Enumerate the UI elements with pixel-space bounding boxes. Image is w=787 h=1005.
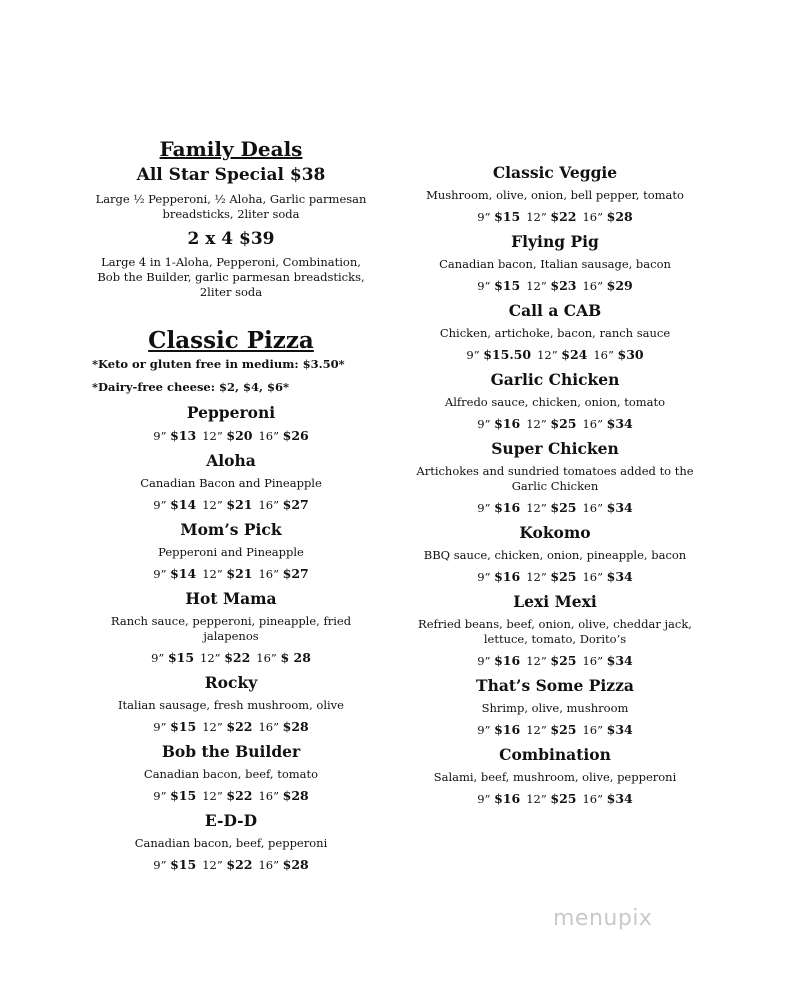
size-label: 9” [477,654,491,668]
price-value: $15 [494,209,521,224]
dairy-free-note: *Dairy-free cheese: $2, $4, $6* [92,380,290,395]
price-row [410,416,700,432]
price-row [410,209,700,225]
price-value: $21 [226,497,253,513]
size-label: 12” [526,210,547,224]
price-option [153,429,196,443]
price-option [477,210,520,224]
pizza-item [92,811,370,873]
pizza-description: Canadian Bacon and Pineapple [140,476,322,491]
price-value: $16 [494,722,521,737]
size-label: 12” [202,789,223,804]
price-option [202,858,252,872]
size-label: 9” [153,567,167,582]
price-option [153,567,196,581]
pizza-item [410,370,700,432]
price-value: $13 [170,428,197,444]
price-row [410,347,700,363]
price-row [92,788,370,804]
price-row [92,719,370,735]
size-label: 9” [151,651,165,666]
left-pizza-list [92,403,370,873]
family-deals-title: Family Deals [159,137,303,161]
pizza-item [410,163,700,225]
price-value: $15 [494,278,521,293]
price-option [526,792,576,806]
price-option [593,348,643,362]
price-value: $14 [170,497,197,513]
size-label: 9” [477,570,491,584]
price-option [526,417,576,431]
price-option [582,210,632,224]
size-label: 16” [258,567,279,582]
pizza-item [410,592,700,669]
price-value: $16 [494,500,521,515]
price-value: $15 [170,788,197,804]
price-value: $34 [606,500,633,515]
price-option [202,720,252,734]
pizza-name: Kokomo [519,523,591,542]
price-row [410,569,700,585]
price-row [92,857,370,873]
price-value: $22 [224,650,251,666]
pizza-item [92,520,370,582]
pizza-name: Hot Mama [185,589,277,609]
size-label: 16” [582,570,603,584]
price-value: $22 [226,719,253,735]
pizza-description: Chicken, artichoke, bacon, ranch sauce [439,326,671,340]
price-option [258,498,308,512]
right-column [410,163,700,814]
price-value: $25 [550,569,577,584]
size-label: 16” [258,858,279,873]
price-value: $22 [226,788,253,804]
pizza-description: BBQ sauce, chicken, onion, pineapple, bacon [423,548,687,562]
pizza-description: Artichokes and sundried tomatoes added to the Garlic Chicken [416,464,694,493]
size-label: 12” [526,417,547,431]
size-label: 9” [477,792,491,806]
price-option [202,567,252,581]
price-row [410,500,700,516]
price-value: $22 [226,857,253,873]
price-value: $15 [167,650,195,666]
pizza-item [92,589,370,666]
price-option [258,789,308,803]
size-label: 12” [202,429,223,444]
size-label: 9” [477,723,491,737]
price-value: $34 [606,653,633,668]
pizza-description: Ranch sauce, pepperoni, pineapple, fried jalapenos [110,614,352,644]
price-value: $34 [606,569,633,584]
price-option [526,654,576,668]
price-value: $34 [606,791,633,806]
pizza-name: Mom’s Pick [180,520,282,540]
price-value: $20 [226,428,253,444]
price-value: $26 [282,428,309,444]
size-label: 9” [477,210,491,224]
deal-item [92,166,370,222]
size-label: 9” [477,501,491,515]
size-label: 9” [153,498,167,513]
pizza-name: Garlic Chicken [490,370,620,389]
size-label: 12” [202,720,223,735]
pizza-description: Mushroom, olive, onion, bell pepper, tomato [426,188,684,202]
deal-title: All Star Special $38 [136,165,326,185]
pizza-name: That’s Some Pizza [476,676,634,695]
price-option [582,570,632,584]
price-option [477,723,520,737]
price-row [410,653,700,669]
price-option [200,651,250,665]
pizza-item [92,451,370,513]
price-option [153,789,196,803]
price-row [92,428,370,444]
price-option [477,279,520,293]
pizza-name: Bob the Builder [161,742,301,762]
size-label: 9” [477,417,491,431]
price-value: $16 [494,416,521,431]
price-option [258,858,308,872]
price-value: $27 [282,566,309,582]
price-value: $24 [561,347,588,362]
watermark: menupix [553,906,653,931]
price-row [92,497,370,513]
size-label: 16” [582,210,603,224]
price-option [582,792,632,806]
pizza-name: Combination [499,745,611,764]
price-value: $30 [617,347,644,362]
pizza-name: Aloha [206,451,256,471]
price-option [477,654,520,668]
price-value: $25 [550,416,577,431]
right-pizza-list [410,163,700,807]
size-label: 9” [466,348,480,362]
size-label: 12” [526,792,547,806]
keto-note: *Keto or gluten free in medium: $3.50* [92,357,345,372]
price-option [477,570,520,584]
price-option [477,501,520,515]
price-option [537,348,587,362]
pizza-description: Canadian bacon, beef, tomato [143,767,319,782]
size-label: 16” [256,651,277,666]
size-label: 12” [537,348,558,362]
price-value: $16 [494,791,521,806]
pizza-description: Salami, beef, mushroom, olive, pepperoni [433,770,677,784]
price-value: $28 [282,857,309,873]
price-option [477,792,520,806]
price-value: $34 [606,416,633,431]
price-row [92,566,370,582]
size-label: 16” [582,723,603,737]
size-label: 16” [258,789,279,804]
size-label: 12” [526,723,547,737]
price-value: $28 [606,209,633,224]
pizza-item [92,403,370,444]
pizza-description: Shrimp, olive, mushroom [481,701,629,715]
price-row [410,722,700,738]
size-label: 12” [200,651,221,666]
pizza-description: Canadian bacon, Italian sausage, bacon [439,257,671,271]
size-label: 9” [477,279,491,293]
pizza-item [92,673,370,735]
price-value: $23 [550,278,577,293]
deal-title: 2 x 4 $39 [187,228,275,249]
pizza-item [410,676,700,738]
price-option [477,417,520,431]
price-value: $ 28 [280,650,311,666]
size-label: 16” [258,429,279,444]
pizza-description: Alfredo sauce, chicken, onion, tomato [444,395,666,409]
price-value: $29 [606,278,633,293]
price-option [202,429,252,443]
size-label: 12” [202,567,223,582]
left-column [92,138,370,880]
size-label: 9” [153,720,167,735]
classic-pizza-title: Classic Pizza [148,327,314,355]
deal-item [92,230,370,301]
price-value: $28 [282,719,309,735]
pizza-description: Canadian bacon, beef, pepperoni [134,836,328,851]
size-label: 12” [526,279,547,293]
size-label: 12” [526,570,547,584]
deal-description: Large 4 in 1-Aloha, Pepperoni, Combination, Bob the Builder, garlic parmesan breadsticks, 2liter soda [97,255,365,300]
price-value: $27 [282,497,309,513]
size-label: 9” [153,858,167,873]
price-option [258,567,308,581]
price-value: $14 [170,566,197,582]
price-option [258,720,308,734]
pizza-item [410,523,700,585]
price-option [526,279,576,293]
pizza-item [410,301,700,363]
size-label: 16” [582,279,603,293]
pizza-name: Rocky [204,673,258,693]
price-option [582,501,632,515]
pizza-name: Call a CAB [508,301,602,320]
pizza-name: Pepperoni [186,403,276,423]
size-label: 12” [526,654,547,668]
pizza-description: Italian sausage, fresh mushroom, olive [118,698,344,713]
price-row [92,650,370,666]
price-value: $21 [226,566,253,582]
price-value: $25 [550,722,577,737]
size-label: 16” [593,348,614,362]
price-option [202,498,252,512]
pizza-item [410,232,700,294]
size-label: 16” [582,417,603,431]
pizza-description: Pepperoni and Pineapple [158,545,304,560]
price-option [151,651,194,665]
pizza-description: Refried beans, beef, onion, olive, cheddar jack, lettuce, tomato, Dorito’s [418,617,692,646]
price-option [153,498,196,512]
price-row [410,278,700,294]
price-option [256,651,311,665]
size-label: 12” [526,501,547,515]
size-label: 16” [582,654,603,668]
price-option [526,723,576,737]
price-value: $34 [606,722,633,737]
pizza-name: Flying Pig [511,232,599,251]
pizza-name: Super Chicken [491,439,619,458]
price-row [410,791,700,807]
pizza-name: E-D-D [204,811,258,831]
price-option [153,720,196,734]
size-label: 16” [582,792,603,806]
price-option [153,858,196,872]
price-option [582,723,632,737]
size-label: 12” [202,858,223,873]
price-option [526,501,576,515]
size-label: 16” [258,720,279,735]
pizza-item [410,439,700,516]
price-option [526,570,576,584]
price-option [582,654,632,668]
deal-description: Large ½ Pepperoni, ½ Aloha, Garlic parmesan breadsticks, 2liter soda [95,191,367,221]
pizza-item [410,745,700,807]
size-label: 12” [202,498,223,513]
price-value: $16 [494,653,521,668]
price-option [258,429,308,443]
price-option [202,789,252,803]
pizza-name: Lexi Mexi [513,592,597,611]
price-value: $16 [494,569,521,584]
price-value: $15 [170,719,197,735]
size-label: 16” [582,501,603,515]
price-option [526,210,576,224]
price-value: $15 [170,857,197,873]
size-label: 9” [153,429,167,444]
size-label: 9” [153,789,167,804]
price-value: $25 [550,791,577,806]
pizza-name: Classic Veggie [492,163,618,182]
price-value: $28 [282,788,309,804]
price-value: $25 [550,653,577,668]
price-option [582,417,632,431]
price-value: $25 [550,500,577,515]
size-label: 16” [258,498,279,513]
price-option [582,279,632,293]
price-option [466,348,531,362]
price-value: $15.50 [483,347,532,362]
price-value: $22 [550,209,577,224]
pizza-item [92,742,370,804]
